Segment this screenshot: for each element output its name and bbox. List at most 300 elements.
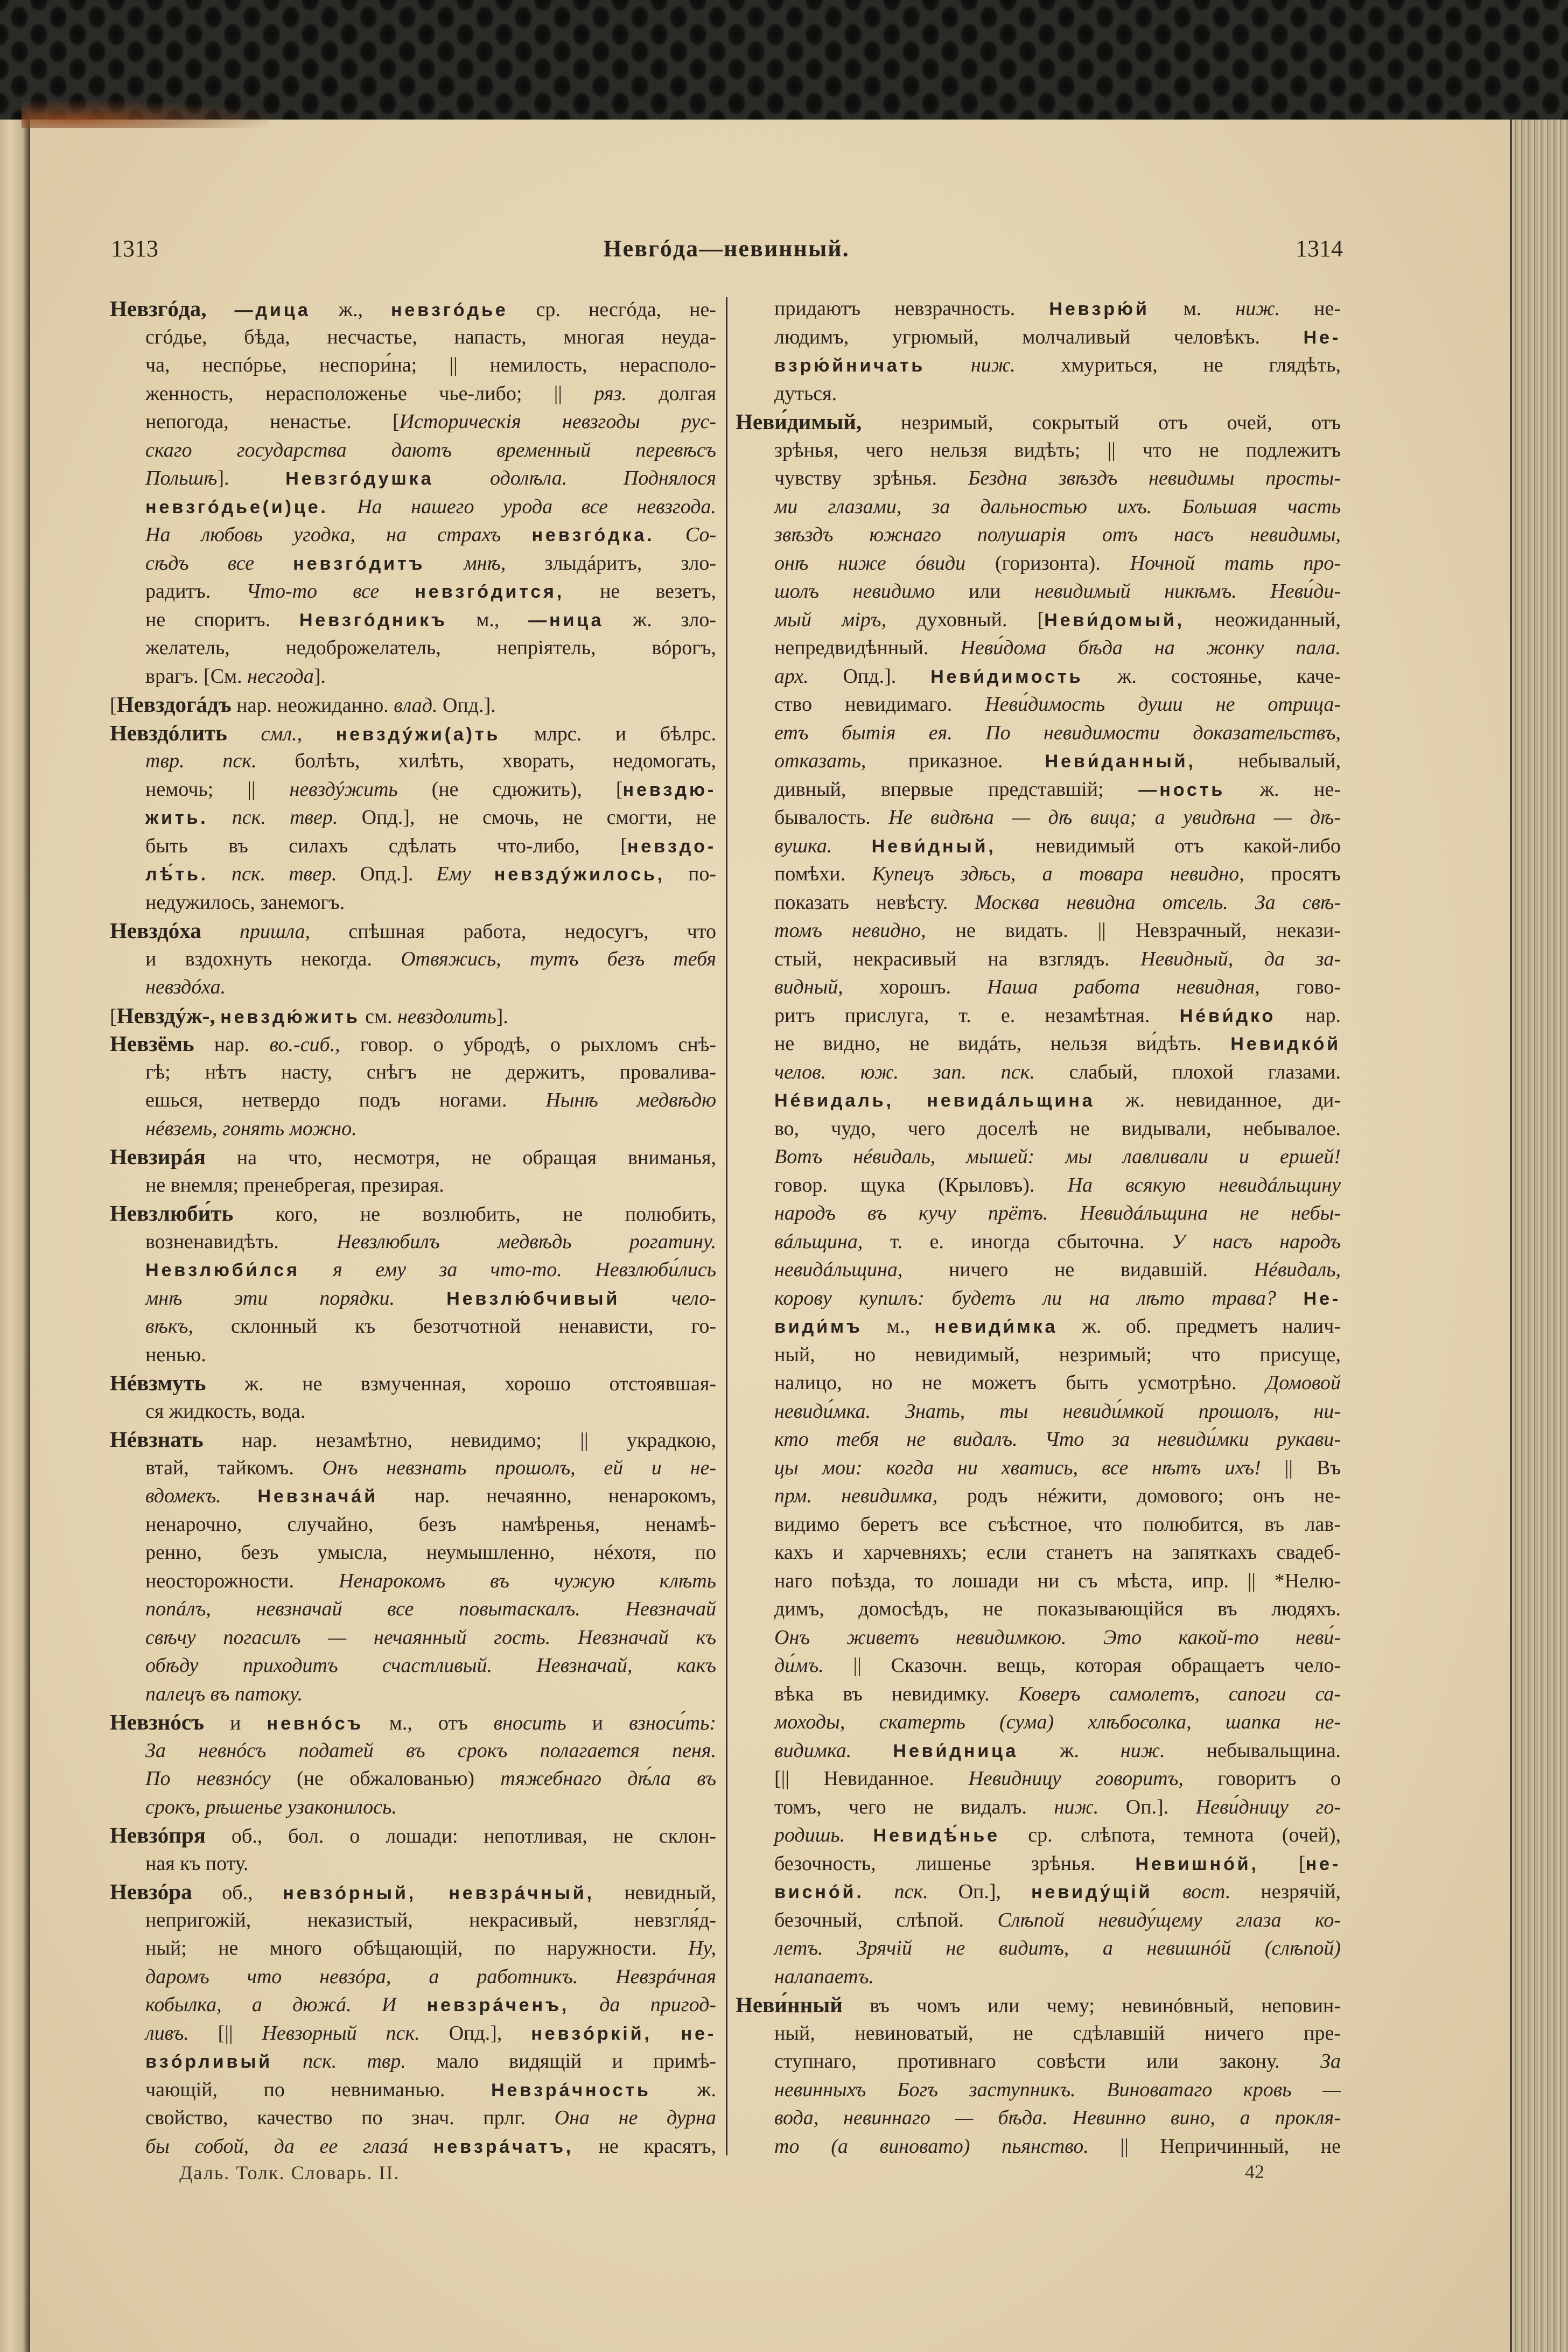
text-line — [110, 1171, 716, 1200]
example-text: прм. невидимка, — [774, 1485, 938, 1507]
text-line — [110, 606, 716, 634]
example-text: Невидный, да за- — [1140, 947, 1341, 970]
definition-text: слабый, плохой глазами. — [1034, 1060, 1341, 1083]
definition-text: хорошъ. — [843, 976, 988, 998]
example-text: вдомекъ. — [145, 1485, 221, 1507]
example-text: вáльщина, — [774, 1230, 863, 1253]
example-text: етъ бытія ея. По невидимости доказательствъ, — [774, 721, 1341, 744]
example-text: ниж. — [970, 354, 1016, 376]
text-line — [110, 634, 716, 662]
definition-text: помѣхи. — [774, 863, 872, 885]
text-line — [110, 1878, 716, 1906]
text-line — [736, 1228, 1341, 1256]
text-line — [736, 1284, 1341, 1313]
example-text: сѣдъ все — [145, 551, 293, 575]
text-line — [736, 351, 1341, 380]
definition-text: нар. неожиданно. — [231, 694, 394, 717]
definition-text: на что, несмотря, не обращая вниманья, — [205, 1146, 716, 1169]
definition-text: м., отъ — [363, 1712, 494, 1734]
text-line — [110, 2047, 716, 2076]
text-line — [736, 1991, 1341, 2019]
definition-text: стый, некрасивый на взглядъ. — [774, 947, 1141, 970]
text-line — [736, 1143, 1341, 1171]
text-line — [736, 945, 1341, 974]
definition-text: ср. несгóда, не- — [508, 298, 717, 321]
example-text: шолъ невидимо — [774, 580, 935, 603]
definition-text: || Въ — [1261, 1456, 1341, 1479]
headword: Невзёмь — [110, 1031, 194, 1056]
example-text: Онъ невзнать прошолъ, ей и не- — [322, 1456, 716, 1479]
example-text: Неви́дома бѣда на жонку пала. — [960, 636, 1341, 659]
text-line — [110, 2019, 716, 2048]
definition-text: нар. — [194, 1033, 270, 1056]
derived-word: взóрливый — [145, 2052, 272, 2072]
right-column — [736, 295, 1341, 2160]
example-text: Онъ живетъ невидимкою. Это какой-то неви́- — [774, 1626, 1341, 1649]
text-line — [110, 1086, 716, 1115]
dictionary-entry — [736, 1991, 1341, 2160]
definition-text: гѣ; нѣтъ насту, снѣгъ не держитъ, провалива- — [145, 1060, 716, 1083]
definition-text: ср. слѣпота, темнота (очей), — [999, 1824, 1341, 1846]
definition-text: об., бол. о лошади: непотливая, не склон- — [205, 1825, 716, 1847]
definition-text: налицо, но не можетъ быть усмотрѣно. — [774, 1371, 1266, 1394]
definition-text: [ — [1258, 1852, 1306, 1875]
definition-text: (горизонта). — [965, 551, 1130, 575]
text-line — [110, 1623, 716, 1652]
example-text: Она не дурна — [554, 2106, 716, 2129]
text-line — [736, 973, 1341, 1002]
definition-text — [652, 2022, 681, 2045]
derived-word: Нéвидаль, невидáльщина — [774, 1090, 1095, 1111]
derived-word: не- — [681, 2023, 716, 2044]
definition-text: ненью. — [145, 1343, 206, 1366]
definition-text — [201, 920, 240, 943]
text-line — [736, 1171, 1341, 1200]
definition-text: говоритъ о — [1183, 1767, 1341, 1790]
definition-text: ж. — [650, 2078, 716, 2101]
example-text: ми глазами, за дальностью ихъ. Большая часть — [774, 495, 1341, 518]
derived-word: Не- — [1303, 1288, 1341, 1309]
definition-text: ж. не взмученная, хорошо отстоявшая- — [206, 1373, 716, 1395]
definition-text: || Сказочн. вещь, которая обращаетъ чело- — [823, 1654, 1341, 1677]
dictionary-entry — [736, 408, 1341, 1991]
text-line — [736, 549, 1341, 578]
text-line — [736, 323, 1341, 352]
text-line — [736, 436, 1341, 465]
definition-text: врагъ. [См. — [145, 664, 248, 688]
page-stack-edge — [1510, 120, 1568, 2352]
text-line — [110, 436, 716, 465]
definition-text: мало видящій и примѣ- — [405, 2050, 716, 2073]
text-line — [110, 2076, 716, 2104]
text-line — [110, 521, 716, 549]
definition-text — [925, 354, 971, 376]
text-line — [736, 1567, 1341, 1595]
definition-text — [227, 723, 261, 745]
text-line — [110, 1906, 716, 1935]
text-line — [736, 1906, 1341, 1935]
text-line — [110, 1821, 716, 1850]
definition-text — [221, 1485, 258, 1507]
example-text: Нынѣ медвѣдю — [545, 1089, 716, 1111]
previous-page-edge — [0, 120, 30, 2352]
headword: Невздогáдъ — [116, 692, 232, 717]
text-line — [110, 1934, 716, 1963]
definition-text: неожиданный, — [1184, 608, 1341, 631]
definition-text: безочность, лишенье зрѣнья. — [774, 1852, 1136, 1875]
text-line — [736, 1482, 1341, 1510]
definition-text: ся жидкость, вода. — [145, 1399, 306, 1423]
dictionary-entry — [110, 1425, 716, 1708]
definition-text: Опд.]. — [437, 694, 496, 717]
example-text: Нéвидаль, — [1254, 1258, 1341, 1281]
derived-word: невздо- — [627, 836, 716, 857]
definition-text: ]. — [313, 664, 326, 688]
text-line — [110, 690, 716, 719]
example-text: Ненарокомъ въ чужую клѣть — [339, 1569, 716, 1592]
text-line — [110, 1850, 716, 1878]
derived-word: Неви́дный, — [871, 836, 996, 857]
running-head: Невгóда—невинный. — [603, 235, 850, 262]
definition-text: въ чомъ или чему; невинóвный, неповин- — [842, 1994, 1341, 2017]
text-line — [736, 832, 1341, 860]
derived-word: Невзрю́й — [1049, 299, 1150, 319]
definition-text: злыдáритъ, зло- — [506, 551, 716, 575]
definition-text: невидный, — [594, 1881, 716, 1904]
text-line — [736, 860, 1341, 888]
example-text: вода, невиннаго — бѣда. Невинно вино, а прокля- — [774, 2106, 1341, 2129]
definition-text: ный, невиноватый, не сдѣлавшій ничего пре- — [774, 2021, 1341, 2045]
derived-word: Нéви́дко — [1179, 1005, 1276, 1026]
headword: Невздýж-, — [116, 1003, 215, 1028]
text-line — [110, 1708, 716, 1737]
example-text: Ну, — [688, 1937, 716, 1959]
definition-text: бывалость. — [774, 806, 889, 829]
headword: Невзгóда, — [110, 296, 207, 321]
example-text: тяжебнаго дѣ́ла въ — [500, 1767, 716, 1790]
example-text: вносить — [493, 1712, 566, 1734]
example-text: цы мои: когда ни хватись, все нѣтъ ихъ! — [774, 1456, 1261, 1479]
derived-word: невздýжи(а)ть — [335, 724, 501, 745]
definition-text: млрс. и бѣлрс. — [500, 722, 716, 745]
headword: Неви́нный — [736, 1992, 843, 2017]
example-text: отказать, — [774, 750, 866, 772]
right-column-number: 1314 — [1296, 235, 1343, 262]
dictionary-entry — [110, 295, 716, 690]
example-text: По невзнóсу — [145, 1767, 271, 1790]
example-text: пск. твер. — [232, 863, 337, 885]
paper-stain — [22, 100, 269, 128]
example-text: попáлъ, невзначай все повытаскалъ. Невзначай — [145, 1598, 716, 1620]
sheet-number: 42 — [1245, 2161, 1264, 2182]
text-line — [110, 1425, 716, 1454]
text-line — [736, 1765, 1341, 1793]
text-line — [110, 1454, 716, 1482]
text-line — [110, 1510, 716, 1539]
text-line — [736, 577, 1341, 606]
example-text: кто тебя не видалъ. Что за невиди́мки рукави- — [774, 1428, 1341, 1451]
example-text: Не видѣна — дѣ вица; а увидѣна — дѣ- — [888, 806, 1341, 829]
definition-text: желатель, недоброжелатель, непріятель, вóрогъ, — [145, 636, 716, 659]
derived-word: невзгóдится, — [415, 582, 565, 602]
text-line — [110, 295, 716, 323]
definition-text: не споритъ. — [145, 608, 299, 631]
definition-text: Опд.]. — [337, 863, 437, 885]
text-line — [110, 662, 716, 691]
example-text: За — [1320, 2050, 1341, 2073]
example-text: моходы, скатерть (сума) хлѣбосолка, шапка не- — [774, 1711, 1341, 1733]
dictionary-entry — [110, 1821, 716, 1878]
example-text: ливъ. — [145, 2021, 189, 2045]
text-line — [110, 1737, 716, 1765]
definition-text: зрѣнья, чего нельзя видѣть; || что не подлежитъ — [774, 438, 1341, 461]
derived-word: невнóсъ — [267, 1713, 363, 1734]
definition-text: чающій, по невниманью. — [145, 2078, 491, 2101]
text-line — [110, 549, 716, 578]
text-line — [110, 860, 716, 888]
text-line — [110, 1115, 716, 1143]
text-line — [736, 2047, 1341, 2076]
definition-text: (не сдюжить), [ — [397, 778, 623, 801]
text-line — [110, 1397, 716, 1426]
text-line — [110, 1567, 716, 1595]
example-text: Отвяжись, тутъ безъ тебя — [401, 947, 716, 970]
definition-text: ство невидимаго. — [774, 693, 985, 716]
definition-text — [832, 835, 871, 857]
definition-text: и — [566, 1712, 629, 1734]
headword: Невзóра — [110, 1879, 192, 1904]
definition-text: дуться. — [774, 382, 837, 405]
definition-text: нар. нечаянно, ненарокомъ, — [377, 1485, 717, 1507]
example-text: бы собой, да ее глазá — [145, 2134, 433, 2158]
derived-word: невздю- — [622, 779, 716, 800]
text-line — [110, 1030, 716, 1058]
definition-text: Опд.]. — [808, 664, 931, 688]
text-line — [736, 1821, 1341, 1850]
derived-word: види́мъ — [774, 1317, 863, 1337]
definition-text: (не обжалованью) — [270, 1767, 501, 1790]
definition-text: Опд.], не смочь, не смогти, не — [338, 806, 717, 829]
definition-text: ный; не много обѣщающій, по наружности. — [145, 1937, 689, 1959]
headword: Неви́димый, — [736, 409, 862, 434]
example-text: во.-сиб., — [269, 1033, 340, 1056]
definition-text — [655, 523, 685, 546]
text-line — [736, 1425, 1341, 1454]
definition-text: ж., — [310, 298, 391, 321]
definition-text: небывалый, — [1195, 750, 1341, 772]
definition-text: м., — [862, 1315, 935, 1338]
text-line — [736, 803, 1341, 832]
example-text: томъ невидно, — [774, 919, 926, 942]
definition-text — [851, 1739, 893, 1762]
text-line — [736, 1454, 1341, 1482]
definition-text: долгая — [626, 382, 716, 405]
text-line — [110, 747, 716, 775]
definition-text: об., — [192, 1881, 283, 1904]
definition-text: небывальщина. — [1165, 1739, 1341, 1762]
text-line — [736, 888, 1341, 917]
definition-text: [|| Невиданное. — [774, 1767, 969, 1790]
example-text: вѣкъ, — [145, 1315, 193, 1338]
definition-text: сгóдье, бѣда, несчастье, напасть, многая неуда- — [145, 325, 716, 348]
definition-text — [215, 1005, 221, 1028]
definition-text: кого, не возлюбить, не полюбить, — [233, 1203, 716, 1226]
text-line — [110, 888, 716, 917]
text-line — [736, 408, 1341, 436]
definition-text: кахъ и харчевняхъ; если станетъ на запяткахъ свадеб- — [774, 1541, 1341, 1564]
definition-text: [|| — [188, 2021, 262, 2045]
definition-text: непредвидѣнный. — [774, 636, 961, 659]
text-line — [736, 1030, 1341, 1058]
derived-word: Невзлю́бчивый — [446, 1288, 620, 1309]
text-line — [110, 832, 716, 860]
derived-word: Не- — [1303, 327, 1341, 348]
text-line — [110, 1595, 716, 1623]
definition-text: вѣка въ невидимку. — [774, 1682, 1019, 1705]
example-text: налапаетъ. — [774, 1965, 874, 1988]
definition-text: по- — [664, 863, 716, 885]
definition-text: не видно, не видáть, нельзя ви́дѣть. — [774, 1032, 1231, 1055]
derived-word: невзгóдье(и)це. — [145, 496, 328, 517]
example-text: Неви́димость души не отрица- — [985, 693, 1341, 716]
text-line — [110, 1256, 716, 1284]
definition-text: и — [204, 1712, 267, 1734]
definition-text: не внемля; пренебрегая, презирая. — [145, 1173, 444, 1196]
example-text: невздолить — [397, 1005, 496, 1028]
definition-text: м. — [1149, 297, 1236, 320]
definition-text: недужилось, занемогъ. — [145, 891, 345, 914]
derived-word: невиди́мка — [934, 1317, 1058, 1337]
text-line — [110, 2132, 716, 2161]
text-line — [110, 323, 716, 352]
example-text: невидáльщина, — [774, 1258, 903, 1281]
definition-text: говор. щука (Крыловъ). — [774, 1173, 1068, 1196]
definition-text: неосторожности. — [145, 1569, 339, 1592]
example-text: родишь. — [774, 1824, 845, 1846]
derived-word: —ница — [528, 610, 604, 631]
example-text: На нашего урода все невзгода. — [357, 495, 717, 518]
definition-text: ж. об. предметъ налич- — [1058, 1315, 1341, 1338]
text-line — [736, 719, 1341, 747]
text-line — [110, 803, 716, 832]
definition-text: ж. состоянье, каче- — [1083, 664, 1341, 688]
headword: Невздóха — [110, 918, 201, 943]
text-line — [110, 719, 716, 747]
headword: Нéвзнать — [110, 1427, 204, 1452]
text-line — [110, 916, 716, 945]
definition-text: наго поѣзда, то лошади ни съ мѣста, ипр. || *Нелю- — [774, 1569, 1341, 1592]
example-text: Невидницу говоритъ, — [968, 1767, 1184, 1790]
definition-text — [569, 1993, 599, 2016]
definition-text: не везетъ, — [564, 580, 716, 603]
definition-text: ]. — [496, 1005, 508, 1028]
definition-text: и вздохнуть некогда. — [145, 947, 401, 970]
headword: Нéвзмуть — [110, 1370, 206, 1395]
text-line — [736, 1341, 1341, 1369]
definition-text: не видать. || Невзрачный, некази- — [926, 919, 1341, 942]
example-text: Бездна звѣздъ невидимы просты- — [968, 467, 1341, 489]
text-line — [736, 1737, 1341, 1765]
text-line — [736, 464, 1341, 493]
definition-text — [208, 806, 232, 829]
definition-text: непогода, ненастье. [ — [145, 410, 400, 433]
text-line — [110, 1228, 716, 1256]
derived-word: Неви́домый, — [1044, 610, 1185, 631]
derived-word: виснóй. — [774, 1882, 864, 1902]
example-text: Вотъ нéвидаль, мышей: мы лавливали и ершей! — [774, 1145, 1341, 1168]
derived-word: невзгóдитъ — [293, 553, 425, 574]
definition-text: ничего не видавшій. — [902, 1258, 1254, 1281]
text-line — [736, 606, 1341, 634]
definition-text — [1152, 1880, 1182, 1903]
example-text: даромъ что невзóра, а работникъ. Невзрáчная — [145, 1965, 716, 1988]
example-text: Слѣпой невиду́щему глаза ко- — [997, 1908, 1341, 1931]
example-text: пск. — [894, 1880, 928, 1903]
example-text: срокъ, рѣшенье узаконилось. — [145, 1795, 397, 1818]
example-text: мнѣ эти порядки. — [145, 1286, 395, 1310]
definition-text — [395, 1287, 446, 1310]
example-text: Польшѣ — [145, 467, 218, 489]
definition-text: [ — [110, 694, 117, 717]
text-line — [736, 380, 1341, 408]
derived-word: не- — [1305, 1853, 1341, 1874]
definition-text: возненавидѣть. — [145, 1230, 337, 1253]
text-line — [110, 1284, 716, 1313]
definition-text: ж. не- — [1225, 778, 1341, 801]
definition-text: приказное. — [866, 750, 1045, 772]
text-line — [736, 295, 1341, 323]
derived-word: Невидѣ́нье — [873, 1825, 1000, 1846]
example-text: Наша работа невидная, — [987, 976, 1260, 998]
definition-text: [ — [110, 1005, 117, 1028]
derived-word: Невзлюби́лся — [145, 1260, 300, 1280]
definition-text: безочный, слѣпой. — [774, 1908, 998, 1931]
dictionary-entry — [110, 719, 716, 917]
definition-text: свойство, качество по знач. прлг. — [145, 2106, 555, 2129]
text-line — [110, 1143, 716, 1171]
definition-text — [433, 467, 490, 489]
example-text: нéвземь, гонять можно. — [145, 1117, 357, 1140]
definition-text: ]. — [217, 467, 286, 489]
text-line — [110, 1199, 716, 1228]
example-text: влад. — [394, 694, 438, 717]
example-text: невздýжить — [289, 778, 398, 801]
definition-text: нар. — [1276, 1004, 1341, 1027]
derived-word: невиду́щій — [1031, 1882, 1153, 1902]
definition-text: незрячій, — [1230, 1880, 1341, 1903]
example-text: невинныхъ Богъ заступникъ. Виноватаго кровь — — [774, 2078, 1341, 2101]
example-text: ниж. — [1235, 297, 1280, 320]
text-line — [110, 1991, 716, 2019]
dictionary-entry — [110, 1708, 716, 1821]
example-text: летъ. Зрячій не видитъ, а невишнóй (слѣпой) — [774, 1937, 1341, 1959]
definition-text: ж. невиданное, ди- — [1095, 1089, 1341, 1111]
dictionary-entry — [110, 1369, 716, 1425]
definition-text — [1276, 1287, 1304, 1310]
text-line — [736, 1397, 1341, 1426]
text-line — [110, 464, 716, 493]
example-text: кобылка, а дюжá. И — [145, 1993, 427, 2016]
derived-word: невздю́жить — [220, 1006, 360, 1027]
text-line — [736, 662, 1341, 691]
text-line — [736, 1878, 1341, 1906]
text-line — [110, 1341, 716, 1369]
definition-text: м., — [447, 608, 529, 631]
text-line — [736, 747, 1341, 775]
derived-word: лѣ́ть. — [145, 864, 208, 885]
definition-text: невидимый отъ какой-либо — [996, 834, 1341, 857]
derived-word: —ность — [1138, 779, 1226, 800]
